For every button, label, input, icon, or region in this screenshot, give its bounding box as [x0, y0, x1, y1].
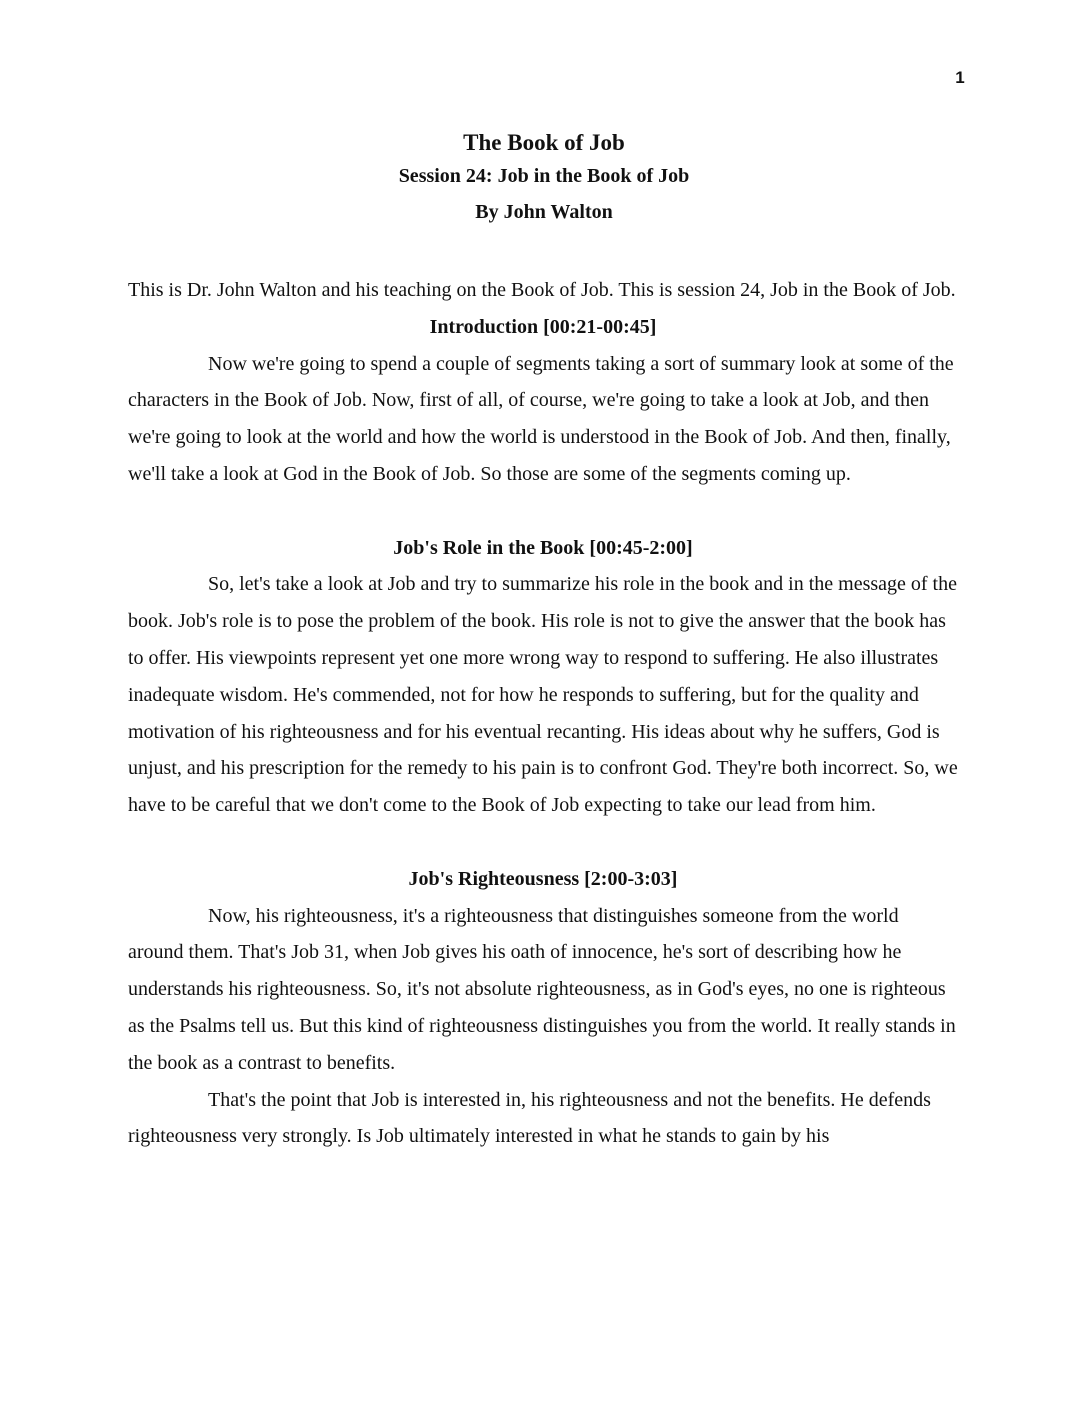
- paragraph: So, let's take a look at Job and try to summarize his role in the book and in the message of the book. Job's role is to pose the problem of the book. His role is not to give the answer that the book has to offer. His viewpoints represent yet one more wrong way to respond to suffering. He also illustrates inadequate wisdom. He's commended, not for how he responds to suffering, but for the quality and motivation of his righteousness and for his eventual recanting. His ideas about why he suffers, God is unjust, and his prescription for the remedy to his pain is to confront God. They're both incorrect. So, we have to be careful that we don't come to the Book of Job expecting to take our lead from him.: [128, 573, 958, 817]
- author-line: By John Walton: [475, 201, 613, 223]
- intro-paragraph: This is Dr. John Walton and his teaching on the Book of Job. This is session 24, Job in the Book of Job.: [128, 279, 956, 301]
- page-number: 1: [955, 68, 965, 87]
- section-spacer: [128, 824, 958, 861]
- document-header: [0, 128, 1088, 230]
- paragraph: That's the point that Job is interested in, his righteousness and not the benefits. He defends righteousness very strongly. Is Job ultimately interested in what he stands to gain by his: [128, 1088, 931, 1148]
- paragraph: Now we're going to spend a couple of segments taking a sort of summary look at some of the characters in the Book of Job. Now, first of all, of course, we're going to take a look at Job, and then we're going to look at the world and how the world is understood in the Book of Job. And then, finally, we'll take a look at God in the Book of Job. So those are some of the segments coming up.: [128, 352, 954, 485]
- section-spacer: [128, 493, 958, 530]
- section-heading-introduction: Introduction [00:21-00:45]: [429, 315, 657, 338]
- section-heading-jobs-role: Job's Role in the Book [00:45-2:00]: [393, 536, 693, 559]
- document-body: [128, 272, 958, 1155]
- session-title: Session 24: Job in the Book of Job: [398, 165, 690, 187]
- paragraph: Now, his righteousness, it's a righteousness that distinguishes someone from the world around them. That's Job 31, when Job gives his oath of innocence, he's sort of describing how he understands his righteousness. So, it's not absolute righteousness, as in God's eyes, no one is righteous as the Psalms tell us. But this kind of righteousness distinguishes you from the world. It really stands in the book as a contrast to benefits.: [128, 904, 956, 1074]
- document-title: The Book of Job: [463, 130, 625, 155]
- section-heading-jobs-righteousness: Job's Righteousness [2:00-3:03]: [408, 867, 678, 890]
